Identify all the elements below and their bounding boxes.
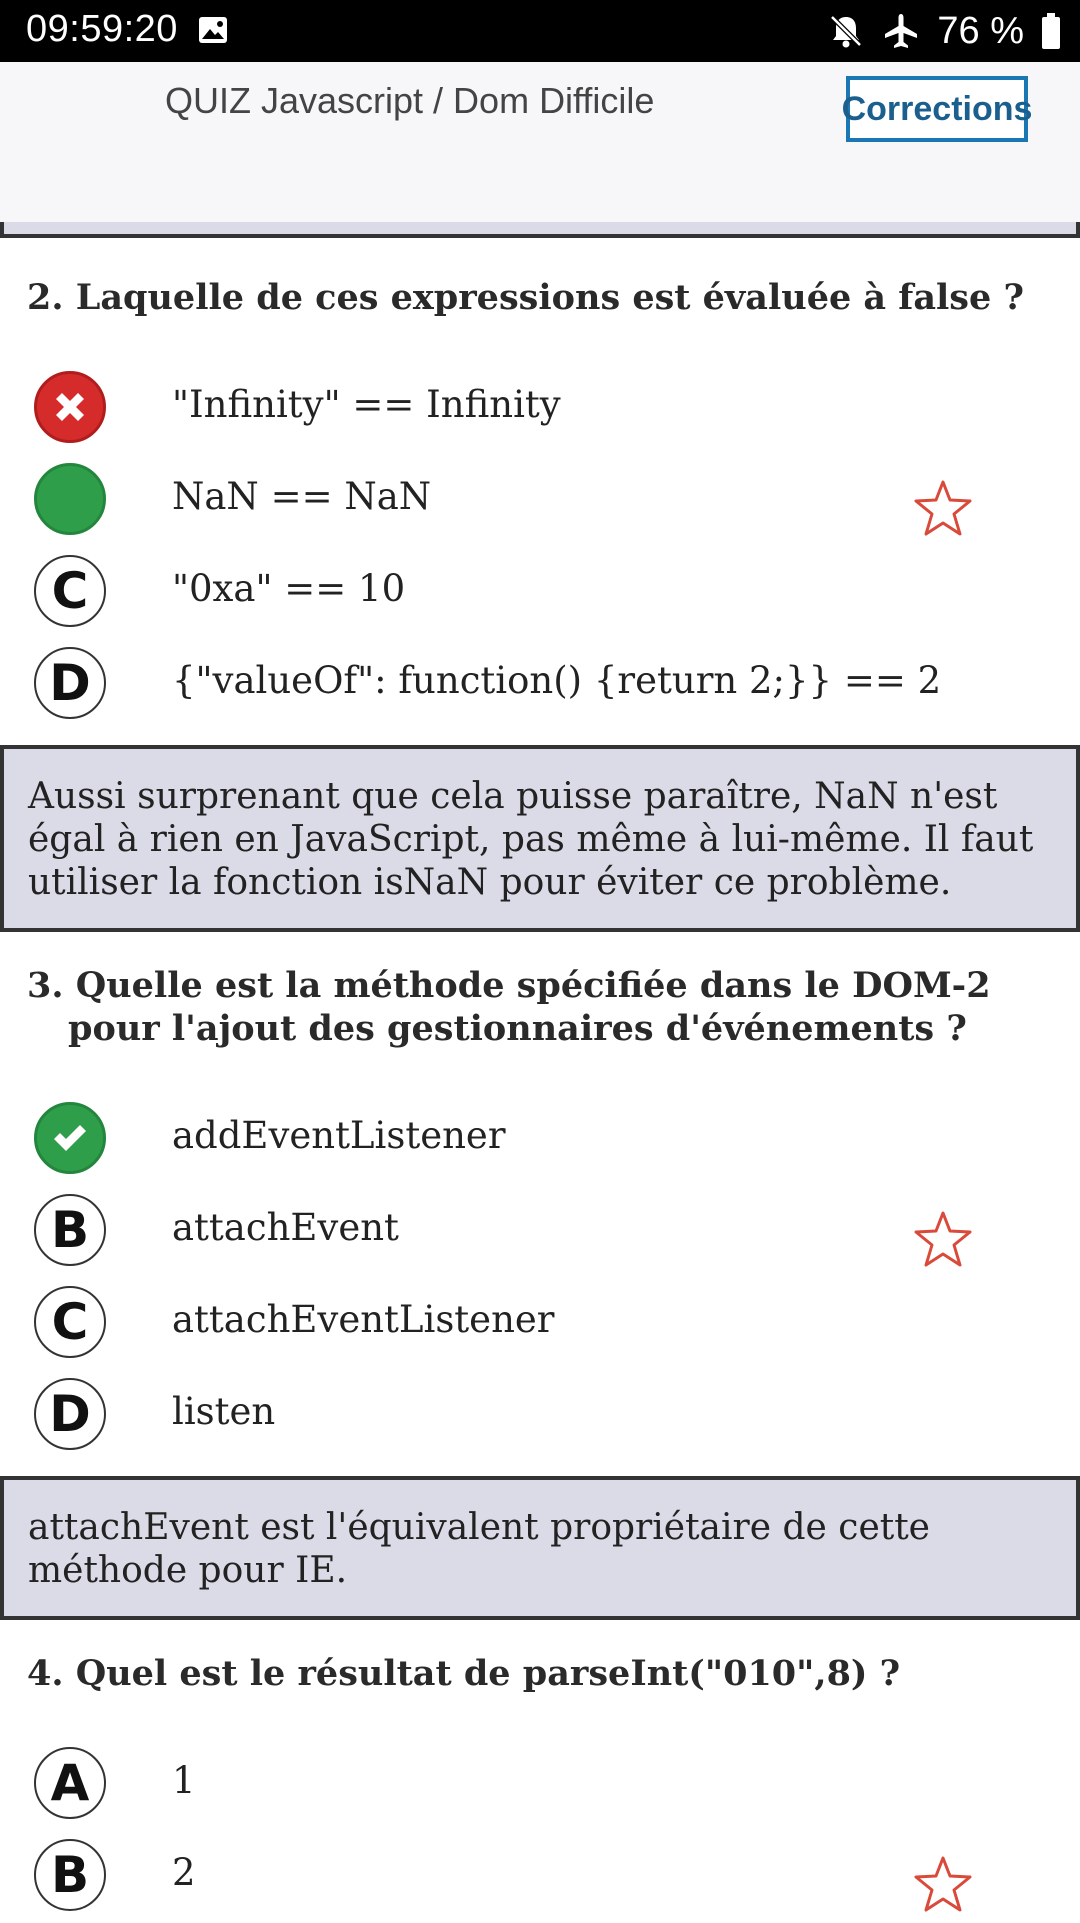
correct-answer-indicator bbox=[34, 463, 106, 535]
option-c[interactable] bbox=[0, 1278, 1080, 1370]
options-list bbox=[0, 363, 1080, 731]
quiz-content bbox=[0, 238, 1080, 1923]
page-title: QUIZ Javascript / Dom Difficile bbox=[165, 80, 655, 121]
image-icon bbox=[198, 16, 228, 44]
status-right bbox=[827, 6, 1062, 56]
option-letter-b: B bbox=[34, 1839, 106, 1911]
option-a[interactable] bbox=[0, 1739, 1080, 1831]
option-d[interactable] bbox=[0, 639, 1080, 731]
check-icon bbox=[34, 1102, 106, 1174]
option-text: listen bbox=[172, 1390, 276, 1433]
airplane-icon bbox=[881, 11, 921, 51]
explanation-box: Aussi surprenant que cela puisse paraître, NaN n'est égal à rien en JavaScript, pas même à lui-même. Il faut utiliser la fonction isNaN pour éviter ce problème. bbox=[0, 745, 1080, 932]
option-d[interactable] bbox=[0, 1370, 1080, 1462]
option-letter-c: C bbox=[34, 555, 106, 627]
option-text: NaN == NaN bbox=[172, 475, 432, 518]
battery-icon bbox=[1040, 12, 1062, 50]
explanation-box: attachEvent est l'équivalent propriétaire de cette méthode pour IE. bbox=[0, 1476, 1080, 1620]
favorite-star-icon[interactable] bbox=[913, 1855, 973, 1913]
battery-percent: 76 % bbox=[937, 9, 1024, 52]
status-bar bbox=[0, 0, 1080, 62]
option-letter-d: D bbox=[34, 1378, 106, 1450]
question-2 bbox=[0, 238, 1080, 932]
option-letter-d: D bbox=[34, 647, 106, 719]
bell-off-icon bbox=[827, 12, 865, 50]
option-c[interactable] bbox=[0, 547, 1080, 639]
option-letter-b: B bbox=[34, 1194, 106, 1266]
options-list bbox=[0, 1094, 1080, 1462]
option-a[interactable] bbox=[0, 1094, 1080, 1186]
option-text: addEventListener bbox=[172, 1114, 506, 1157]
option-text: "0xa" == 10 bbox=[172, 567, 406, 610]
wrong-answer-icon bbox=[34, 371, 106, 443]
option-letter-a: A bbox=[34, 1747, 106, 1819]
question-4 bbox=[0, 1620, 1080, 1923]
question-3 bbox=[0, 932, 1080, 1620]
option-text: "Infinity" == Infinity bbox=[172, 383, 561, 426]
option-text: {"valueOf": function() {return 2;}} == 2 bbox=[172, 659, 942, 702]
favorite-star-icon[interactable] bbox=[913, 479, 973, 537]
option-letter-c: C bbox=[34, 1286, 106, 1358]
corrections-button[interactable]: Corrections bbox=[846, 76, 1028, 142]
option-text: attachEvent bbox=[172, 1206, 399, 1249]
question-title: 4. Quel est le résultat de parseInt("010",8) ? bbox=[27, 1653, 901, 1694]
options-list bbox=[0, 1739, 1080, 1923]
question-title: 2. Laquelle de ces expressions est évaluée à false ? bbox=[27, 277, 1024, 318]
previous-explanation-edge bbox=[0, 222, 1080, 238]
question-title: 3. Quelle est la méthode spécifiée dans le DOM-2 pour l'ajout des gestionnaires d'événements ? bbox=[27, 965, 991, 1049]
favorite-star-icon[interactable] bbox=[913, 1210, 973, 1268]
option-text: 2 bbox=[172, 1851, 196, 1894]
status-time: 09:59:20 bbox=[26, 8, 178, 50]
option-text: attachEventListener bbox=[172, 1298, 555, 1341]
option-a[interactable] bbox=[0, 363, 1080, 455]
app-header bbox=[0, 62, 1080, 222]
option-text: 1 bbox=[172, 1759, 196, 1802]
